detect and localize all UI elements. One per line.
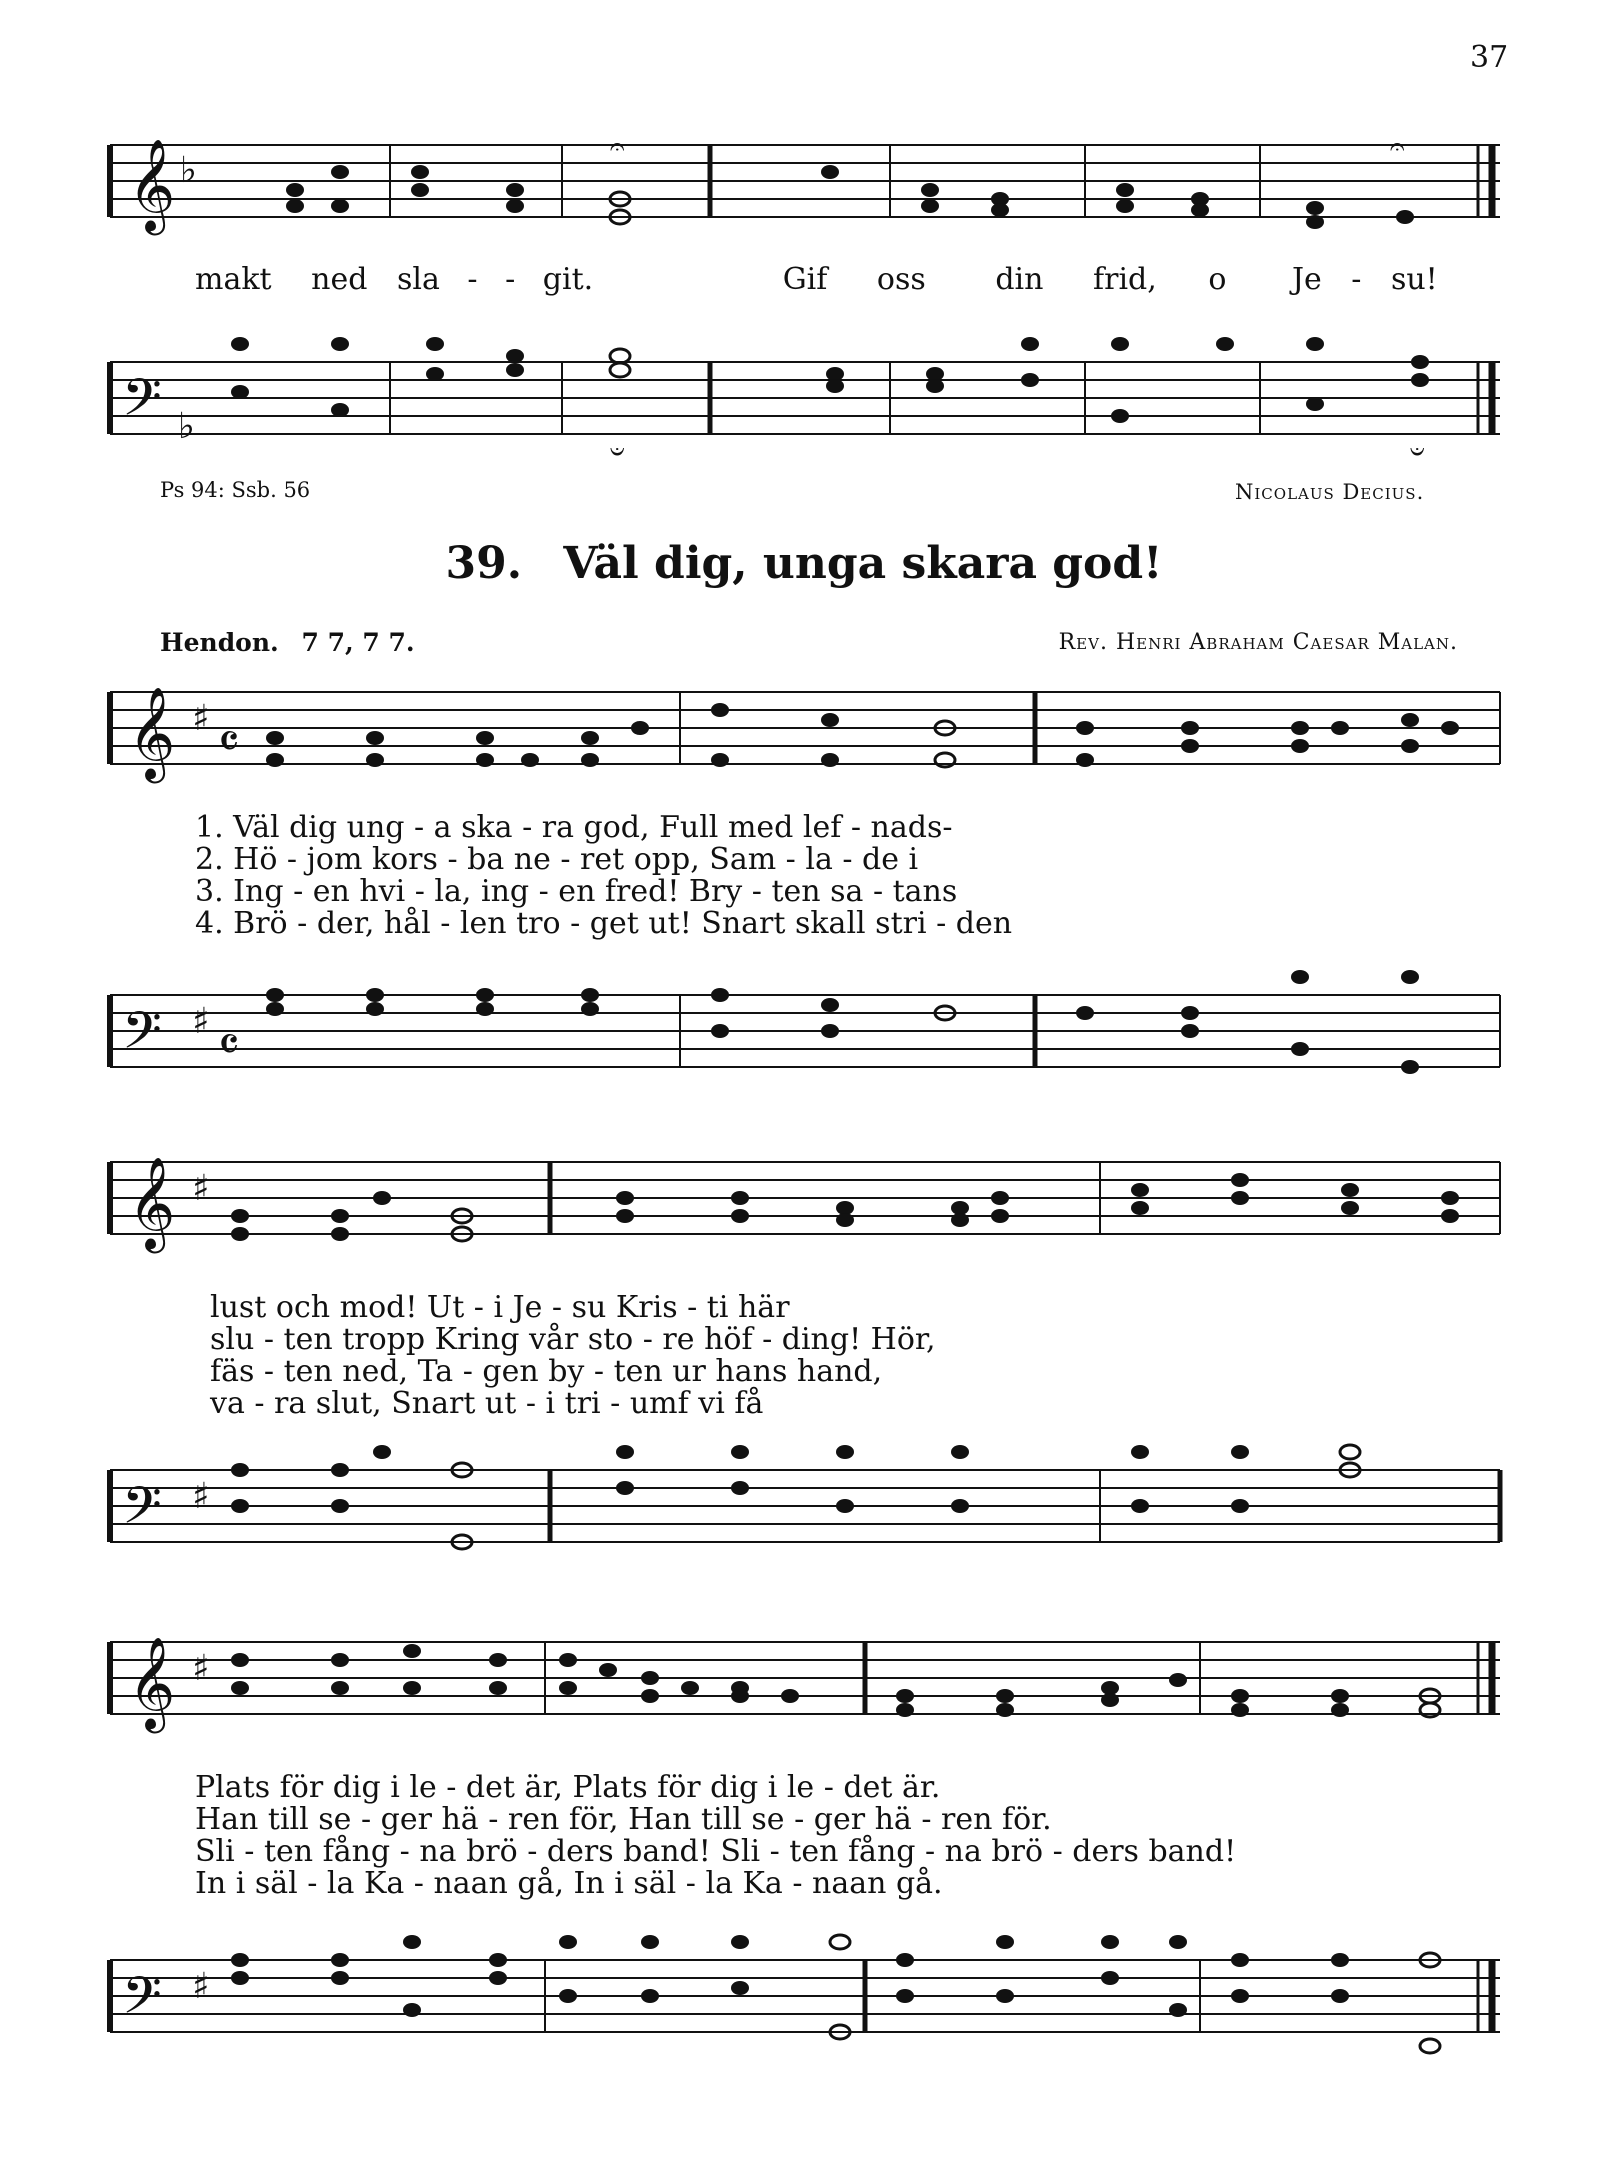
svg-text:𝄑: 𝄑	[610, 437, 625, 467]
syllable: oss	[876, 262, 926, 297]
svg-text:𝄢: 𝄢	[122, 1000, 162, 1073]
verse-line: va - ra slut, Snart ut - i tri - umf vi få	[210, 1386, 764, 1421]
verse-line: Han till se - ger hä - ren för, Han till se - ger hä - ren för.	[195, 1802, 1052, 1837]
svg-text:𝄴: 𝄴	[218, 1017, 240, 1073]
system3-bass-notation	[100, 1920, 1510, 2070]
svg-text:𝄞: 𝄞	[128, 1156, 176, 1249]
syllable: o	[1208, 262, 1227, 297]
system2-verses	[210, 1292, 935, 1420]
system2-treble-notation	[100, 1140, 1510, 1290]
meter: 7 7, 7 7.	[301, 628, 415, 657]
system2-bass-notation	[100, 1430, 1510, 1570]
syllable: Gif	[782, 262, 828, 297]
svg-text:𝄐: 𝄐	[1390, 132, 1405, 162]
verse-line: 2. Hö - jom kors - ba ne - ret opp, Sam - la - de i	[195, 842, 919, 877]
syllable: frid,	[1093, 262, 1157, 297]
system2-bass-staff	[100, 1430, 1510, 1570]
system1-bass-staff	[100, 955, 1510, 1085]
system1-treble-staff	[100, 670, 1510, 820]
syllable: -	[505, 262, 516, 297]
svg-text:𝄞: 𝄞	[128, 138, 176, 231]
svg-text:♭: ♭	[180, 150, 197, 191]
verse-line: lust och mod! Ut - i Je - su Kris - ti här	[210, 1290, 790, 1325]
hymn38-treble-notation	[100, 130, 1510, 240]
svg-text:♯: ♯	[192, 1648, 210, 1689]
system3-verses	[195, 1772, 1236, 1900]
hymn38-bass-staff	[100, 330, 1510, 470]
hymn-number: 39.	[445, 538, 523, 589]
svg-text:♯: ♯	[192, 1966, 210, 2007]
syllable: -	[1351, 262, 1362, 297]
tune-line	[160, 628, 415, 657]
system3-bass-staff	[100, 1920, 1510, 2070]
svg-text:𝄐: 𝄐	[610, 132, 625, 162]
system3-treble-staff	[100, 1620, 1510, 1770]
svg-text:♯: ♯	[192, 1001, 210, 1042]
svg-text:𝄞: 𝄞	[128, 1636, 176, 1729]
svg-text:𝄢: 𝄢	[122, 1475, 162, 1548]
hymn38-treble-staff	[100, 130, 1510, 240]
syllable: ned	[311, 262, 368, 297]
verse-line: Plats för dig i le - det är, Plats för dig i le - det är.	[195, 1770, 941, 1805]
page-number: 37	[1470, 40, 1509, 75]
svg-text:𝄴: 𝄴	[218, 714, 240, 770]
syllable: sla	[396, 262, 440, 297]
system3-treble-notation	[100, 1620, 1510, 1770]
verse-line: 3. Ing - en hvi - la, ing - en fred! Bry - ten sa - tans	[195, 874, 958, 909]
syllable: din	[995, 262, 1044, 297]
hymn-title	[0, 538, 1608, 589]
svg-text:𝄢: 𝄢	[122, 367, 162, 440]
syllable: -	[467, 262, 478, 297]
system1-treble-notation	[100, 670, 1510, 820]
svg-text:♭: ♭	[178, 406, 195, 447]
verse-line: fäs - ten ned, Ta - gen by - ten ur hans hand,	[210, 1354, 883, 1389]
svg-text:𝄞: 𝄞	[128, 686, 176, 779]
verse-line: 1. Väl dig ung - a ska - ra god, Full med lef - nads-	[195, 810, 953, 845]
svg-text:♯: ♯	[192, 1168, 210, 1209]
hymn38-bass-notation	[100, 330, 1510, 470]
hymn-title-text: Väl dig, unga skara god!	[563, 538, 1163, 589]
verse-line: 4. Brö - der, hål - len tro - get ut! Snart skall stri - den	[195, 906, 1013, 941]
svg-text:𝄑: 𝄑	[1410, 437, 1425, 467]
verse-line: Sli - ten fång - na brö - ders band! Sli - ten fång - na brö - ders band!	[195, 1834, 1237, 1869]
hymn38-lyric-line	[195, 262, 1438, 297]
system1-verses	[195, 812, 1012, 940]
verse-line: In i säl - la Ka - naan gå, In i säl - la Ka - naan gå.	[195, 1866, 943, 1901]
verse-line: slu - ten tropp Kring vår sto - re höf - ding! Hör,	[210, 1322, 936, 1357]
syllable: Je	[1291, 262, 1322, 297]
svg-text:𝄢: 𝄢	[122, 1965, 162, 2038]
syllable: makt	[195, 262, 272, 297]
tune-name: Hendon.	[160, 628, 279, 657]
syllable: git.	[542, 262, 594, 297]
system2-treble-staff	[100, 1140, 1510, 1290]
composer-credit: Nicolaus Decius.	[1235, 480, 1425, 504]
source-reference: Ps 94: Ssb. 56	[160, 478, 311, 502]
syllable: su!	[1390, 262, 1438, 297]
system1-bass-notation	[100, 955, 1510, 1085]
author-credit: Rev. Henri Abraham Caesar Malan.	[1058, 630, 1458, 655]
svg-text:♯: ♯	[192, 1476, 210, 1517]
svg-text:♯: ♯	[192, 698, 210, 739]
